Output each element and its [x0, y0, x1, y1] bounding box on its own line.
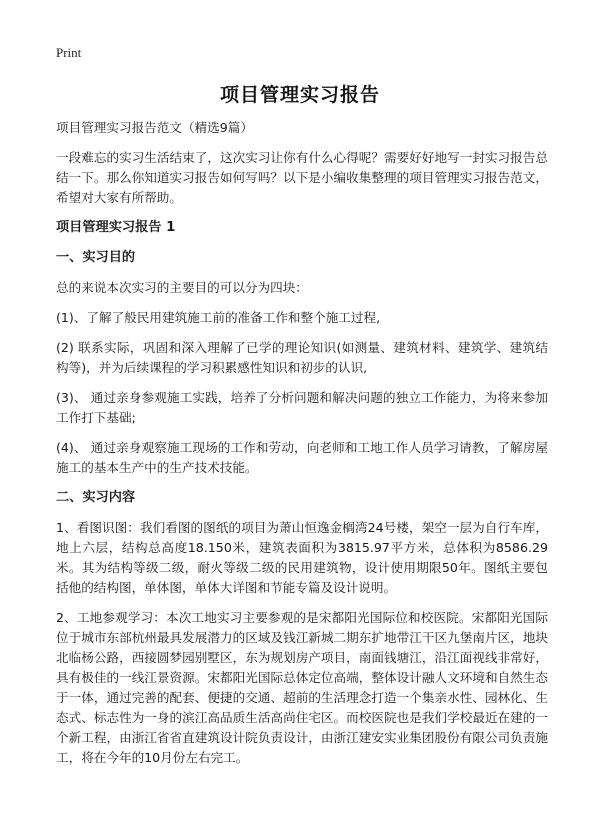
- section-heading: 项目管理实习报告 1: [56, 220, 176, 235]
- paragraph: (1)、了解了般民用建筑施工前的准备工作和整个施工过程,: [56, 310, 381, 325]
- paragraph: (4)、 通过亲身观察施工现场的工作和劳动，向老师和工地工作人员学习请教，了解房屋施工的基本生产中的生产技术技能。: [56, 440, 548, 475]
- paragraph: (3)、 通过亲身参观施工实践，培养了分析问题和解决问题的独立工作能力，为将来参加工作打下基础;: [56, 390, 548, 425]
- paragraph: 2、工地参观学习：本次工地实习主要参观的是宋都阳光国际位和校医院。宋都阳光国际位于城市东部杭州最具发展潜力的区域及钱江新城二期东扩地带江干区九堡南片区，地块北临杨公路，西接圆梦园别墅区，东为规划房产项目，南面钱塘江，沿江面视线非常好，具有极佳的一线江景资源。宋都阳光国际总体定位高端，整体设计融人文环境和自然生态于一体，通过完善的配套、便捷的交通、超前的生活理念打造一个集亲水性、园林化、生态式、标志性为一身的滨江高品质生活高尚住宅区。而校医院也是我们学校最近在建的一个新工程，由浙江省省直建筑设计院负责设计，由浙江建安实业集团股份有限公司负责施工，将在今年的10月份左右完工。: [56, 610, 548, 765]
- paragraph: 1、看图识图：我们看图的图纸的项目为萧山恒逸金榈湾24号楼，架空一层为自行车库，地上六层，结构总高度18.150米，建筑表面积为3815.97平方米，总体积为8586.29米。其为结构等级二级，耐火等级二级的民用建筑物，设计使用期限50年。图纸主要包括他的结构图，单体图，单体大详图和节能专篇及设计说明。: [56, 520, 548, 595]
- print-link[interactable]: Print: [56, 45, 82, 60]
- section-heading: 二、实习内容: [56, 490, 136, 505]
- page-title: 项目管理实习报告: [219, 84, 380, 106]
- section-heading: 一、实习目的: [56, 250, 136, 265]
- paragraph: (2) 联系实际，巩固和深入理解了已学的理论知识(如测量、建筑材料、建筑学、建筑结构等)，并为后续课程的学习积累感性知识和初步的认识,: [56, 340, 548, 375]
- document-body: [56, 118, 548, 778]
- paragraph: 一段难忘的实习生活结束了，这次实习让你有什么心得呢？需要好好地写一封实习报告总结一下。那么你知道实习报告如何写吗？以下是小编收集整理的项目管理实习报告范文，希望对大家有所帮助。: [56, 150, 548, 205]
- paragraph: 项目管理实习报告范文（精选9篇）: [56, 120, 253, 135]
- paragraph: 总的来说本次实习的主要目的可以分为四块：: [56, 280, 308, 295]
